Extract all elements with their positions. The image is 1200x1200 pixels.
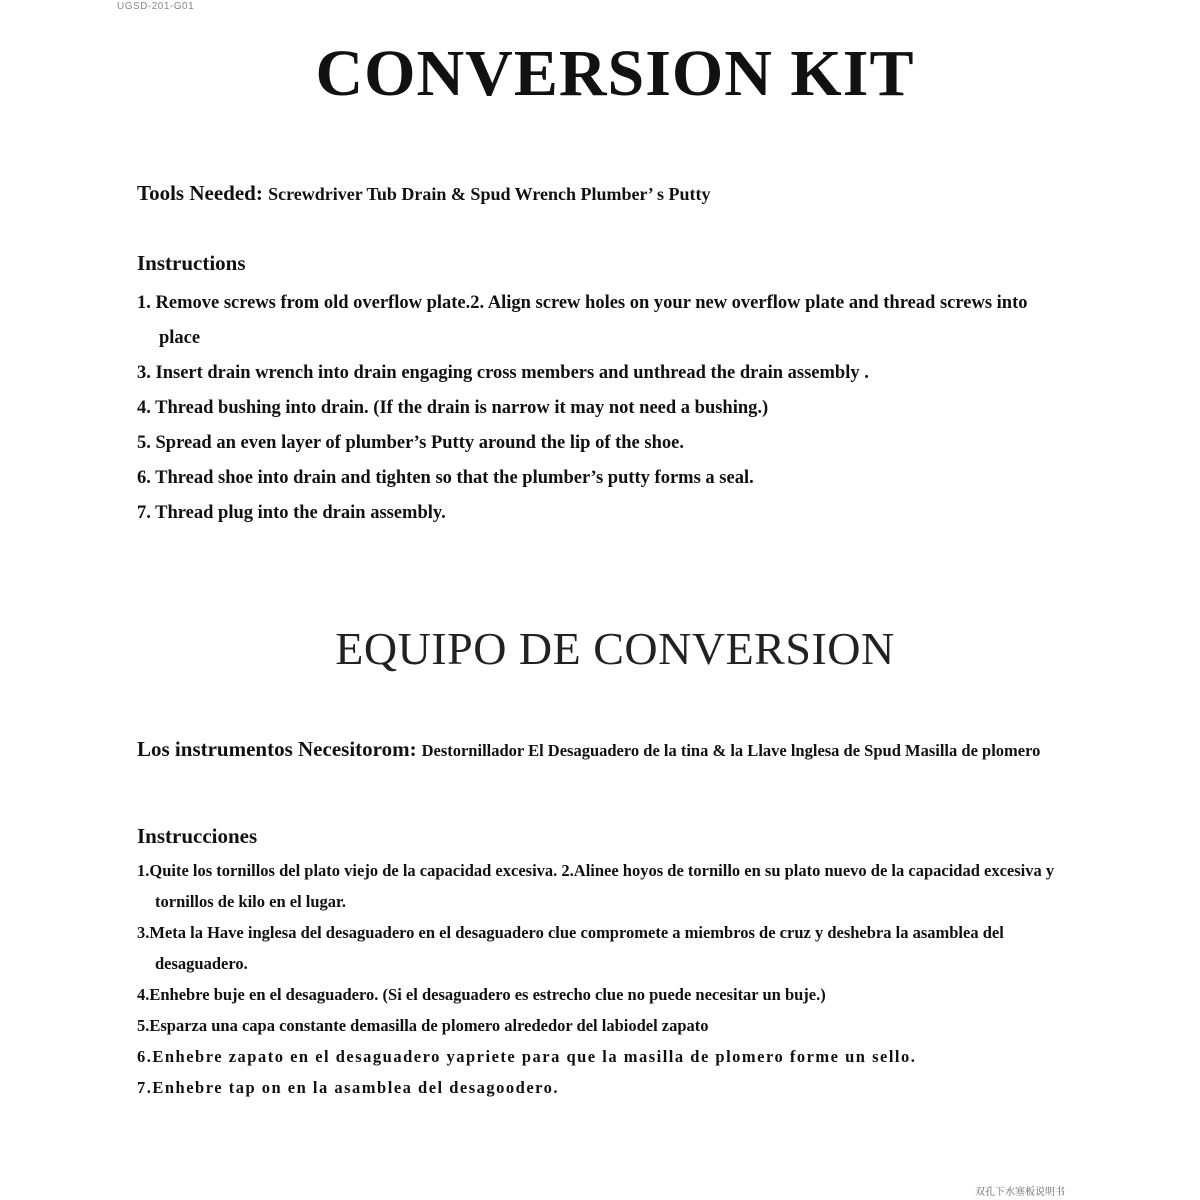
instruction-step: 3. Insert drain wrench into drain engaging cross members and unthread the drain assembly .: [137, 363, 869, 383]
instructions-heading: Instrucciones: [137, 824, 258, 848]
instruction-step: 1.Quite los tornillos del plato viejo de la capacidad excesiva. 2.Alinee hoyos de tornillo en su plato nuevo de la capacidad excesiva y tornillos de kilo en el lugar.: [137, 861, 1055, 911]
tools-value: Screwdriver Tub Drain & Spud Wrench Plumber’ s Putty: [268, 184, 711, 204]
instruction-step: 6.Enhebre zapato en el desaguadero yapriete para que la masilla de plomero forme un sello.: [137, 1047, 917, 1066]
tools-label: Los instrumentos Necesitorom:: [137, 737, 417, 761]
instructions-english: [137, 251, 1057, 531]
instructions-heading: Instructions: [137, 251, 246, 275]
instructions-spanish: [137, 824, 1057, 1103]
page-title-english: CONVERSION KIT: [315, 37, 915, 110]
tools-needed-english: [137, 181, 1057, 206]
instruction-step: 7.Enhebre tap on en la asamblea del desagoodero.: [137, 1078, 560, 1097]
instruction-step: 4.Enhebre buje en el desaguadero. (Si el desaguadero es estrecho clue no puede necesitar un buje.): [137, 985, 826, 1004]
footer-note: 双孔下水塞板说明书: [975, 1187, 1065, 1198]
tools-value: Destornillador El Desaguadero de la tina & la Llave lnglesa de Spud Masilla de plomero: [421, 741, 1041, 760]
tools-needed-spanish: [137, 733, 1057, 767]
instruction-step: 4. Thread bushing into drain. (If the drain is narrow it may not need a bushing.): [137, 398, 769, 418]
instruction-step: 7. Thread plug into the drain assembly.: [137, 503, 446, 523]
instruction-step: 5.Esparza una capa constante demasilla de plomero alrededor del labiodel zapato: [137, 1016, 709, 1035]
instruction-step: 1. Remove screws from old overflow plate.2. Align screw holes on your new overflow plate and thread screws into place: [137, 293, 1028, 348]
instruction-step: 6. Thread shoe into drain and tighten so that the plumber’s putty forms a seal.: [137, 468, 754, 488]
instruction-step: 5. Spread an even layer of plumber’s Putty around the lip of the shoe.: [137, 433, 684, 453]
tools-label: Tools Needed:: [137, 181, 263, 205]
page-title-spanish: EQUIPO DE CONVERSION: [335, 623, 895, 674]
instruction-step: 3.Meta la Have inglesa del desaguadero en el desaguadero clue compromete a miembros de cruz y deshebra la asamblea del desaguadero.: [137, 923, 1004, 973]
document-code: UGSD-201-G01: [117, 1, 195, 12]
